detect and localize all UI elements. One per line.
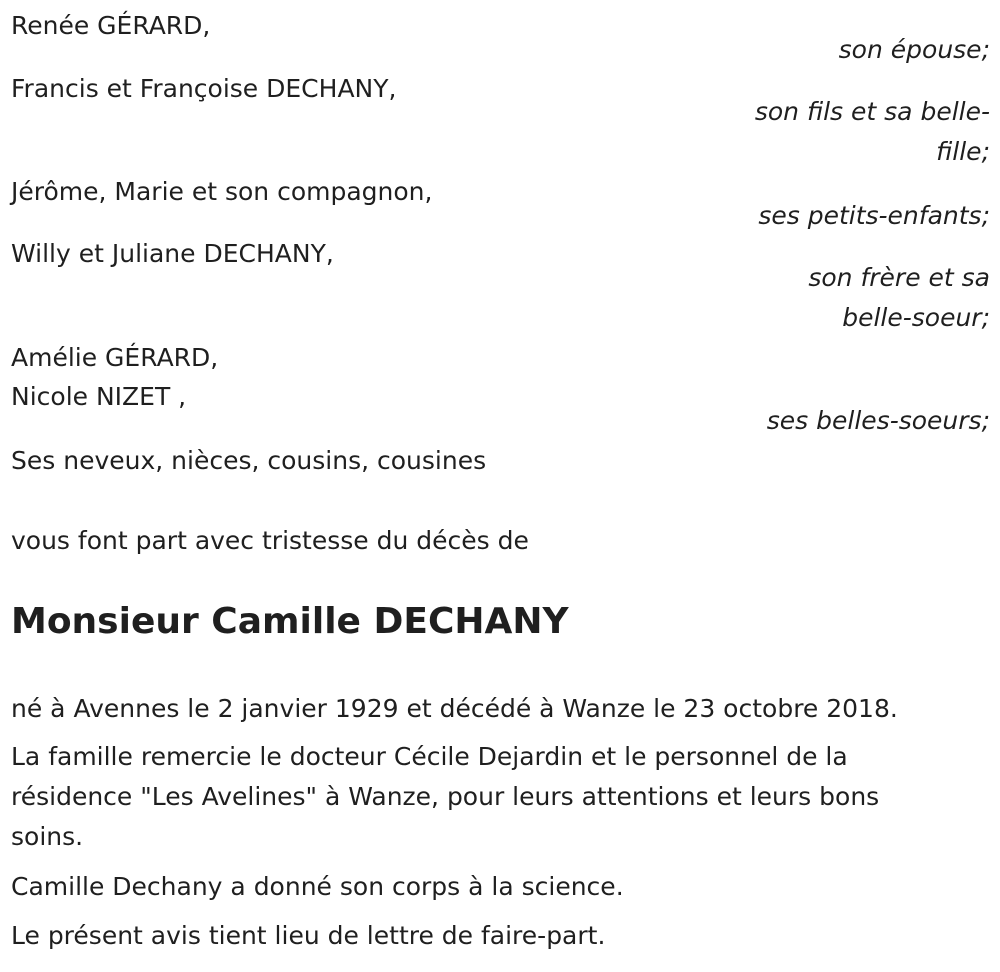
relation-4a: son frère et sa bbox=[808, 263, 990, 292]
family-name-3: Jérôme, Marie et son compagnon, bbox=[11, 177, 433, 206]
nephews-line: Ses neveux, nièces, cousins, cousines bbox=[11, 446, 487, 475]
relation-2b: fille; bbox=[936, 137, 990, 166]
relation-6: ses belles-soeurs; bbox=[766, 406, 990, 435]
deceased-name: Monsieur Camille DECHANY bbox=[11, 601, 569, 642]
body-donation-line: Camille Dechany a donné son corps à la science. bbox=[11, 872, 624, 901]
relation-4b: belle-soeur; bbox=[842, 303, 990, 332]
relation-3: ses petits-enfants; bbox=[758, 201, 990, 230]
family-name-1: Renée GÉRARD, bbox=[11, 11, 211, 40]
thanks-line-3: soins. bbox=[11, 822, 84, 851]
relation-1: son épouse; bbox=[838, 35, 990, 64]
family-name-5: Amélie GÉRARD, bbox=[11, 343, 219, 372]
thanks-line-1: La famille remercie le docteur Cécile Dejardin et le personnel de la bbox=[11, 742, 848, 771]
closing-line: Le présent avis tient lieu de lettre de faire-part. bbox=[11, 921, 606, 950]
family-name-4: Willy et Juliane DECHANY, bbox=[11, 239, 334, 268]
announcement-line: vous font part avec tristesse du décès de bbox=[11, 526, 529, 555]
thanks-line-2: résidence "Les Avelines" à Wanze, pour leurs attentions et leurs bons bbox=[11, 782, 880, 811]
birth-death-line: né à Avennes le 2 janvier 1929 et décédé à Wanze le 23 octobre 2018. bbox=[11, 694, 898, 723]
family-name-6: Nicole NIZET , bbox=[11, 382, 187, 411]
relation-2a: son fils et sa belle- bbox=[754, 97, 990, 126]
family-name-2: Francis et Françoise DECHANY, bbox=[11, 74, 397, 103]
